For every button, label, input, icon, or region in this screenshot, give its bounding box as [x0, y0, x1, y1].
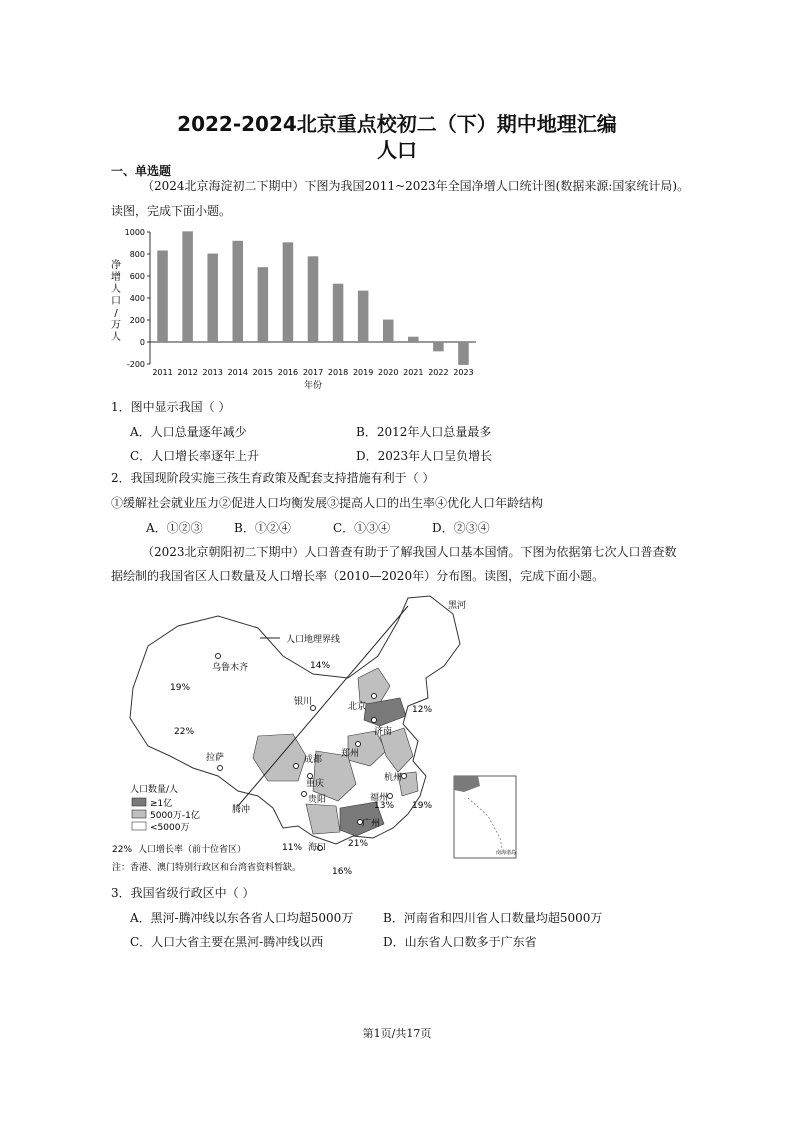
city-marker [308, 774, 313, 779]
net-population-chart [108, 222, 480, 394]
legend-item-3: <5000万 [150, 823, 190, 833]
chart-ylabel-char: 人 [111, 332, 121, 343]
chart-x-tick-label: 2011 [152, 368, 173, 377]
rate-label: 14% [310, 661, 331, 671]
city-lhasa: 拉萨 [206, 753, 225, 763]
rate-label: 12% [412, 705, 433, 715]
q1-option-c[interactable]: C．人口增长率逐年上升 [130, 449, 260, 463]
chart-y-ticks [125, 228, 150, 369]
chart-bar-2021 [408, 337, 419, 342]
legend-rate-label: 人口增长率（前十位省区） [138, 845, 247, 855]
legend-title: 人口数量/人 [130, 785, 179, 795]
city-marker [372, 718, 377, 723]
legend-rate-example: 22% [112, 845, 133, 855]
chart-x-tick-label: 2022 [428, 368, 449, 377]
chart-bars [157, 231, 468, 365]
legend-item-2: 5000万-1亿 [150, 811, 200, 821]
line-legend-label: 人口地理界线 [286, 635, 341, 645]
rate-label: 21% [348, 839, 369, 849]
chart-bar-2011 [157, 250, 168, 342]
chart-bar-2013 [207, 254, 218, 342]
chart-ylabel-char: 口 [111, 296, 121, 307]
city-marker [356, 742, 361, 747]
chart-ylabel-char: 万 [111, 320, 121, 331]
rate-label: 19% [412, 801, 433, 811]
intro-1-line-1: （2024北京海淀初二下期中）下图为我国2011~2023年全国净增人口统计图(数据来源:国家统计局)。 [142, 179, 690, 193]
legend-swatch-dark [132, 798, 146, 806]
chart-y-tick-label: 400 [129, 294, 145, 303]
chart-x-tick-label: 2018 [327, 368, 349, 377]
chart-ylabel-char: 人 [111, 284, 121, 295]
city-tengchong: 腾冲 [232, 805, 251, 815]
q1-option-d[interactable]: D．2023年人口呈负增长 [356, 449, 493, 463]
chart-x-tick-label: 2023 [453, 368, 474, 377]
q2-items: ①缓解社会就业压力②促进人口均衡发展③提高人口的出生率④优化人口年龄结构 [111, 496, 544, 510]
city-haikou: 海口 [308, 843, 327, 853]
q2-option-b[interactable]: B．①②④ [234, 521, 291, 535]
page-subtitle: 人口 [377, 138, 417, 162]
legend-item-1: ≥1亿 [150, 799, 173, 809]
intro-2-line-2: 据绘制的我国省区人口数量及人口增长率（2010—2020年）分布图。读图，完成下面小题。 [111, 569, 605, 583]
chart-bar-2020 [383, 320, 394, 342]
q2-stem: 2．我国现阶段实施三孩生育政策及配套支持措施有利于（ ） [111, 471, 435, 485]
q3-option-b[interactable]: B．河南省和四川省人口数量均超5000万 [383, 911, 603, 925]
city-chongqing: 重庆 [306, 779, 325, 789]
intro-1-line-2: 读图，完成下面小题。 [111, 204, 232, 218]
chart-bar-2018 [333, 284, 344, 342]
china-population-map [108, 586, 528, 882]
chart-x-tick-label: 2013 [202, 368, 223, 377]
chart-y-tick-label: 1000 [124, 228, 145, 237]
city-guiyang: 贵阳 [308, 795, 327, 805]
city-guangzhou: 广州 [362, 819, 381, 829]
q3-option-c[interactable]: C．人口大省主要在黑河-腾冲线以西 [130, 935, 324, 949]
city-marker [218, 766, 223, 771]
chart-y-tick-label: 0 [139, 338, 145, 347]
chart-x-tick-label: 2014 [227, 368, 248, 377]
q1-option-b[interactable]: B．2012年人口总量最多 [356, 425, 492, 439]
q2-option-a[interactable]: A．①②③ [146, 521, 203, 535]
q3-stem: 3．我国省级行政区中（ ） [111, 886, 255, 900]
legend-swatch-light [132, 822, 146, 830]
chart-ylabel-char: 净 [111, 260, 121, 271]
chart-bar-2015 [258, 267, 269, 342]
chart-y-tick-label: 600 [129, 272, 145, 281]
rate-label: 19% [170, 683, 191, 693]
intro-2-line-1: （2023北京朝阳初二下期中）人口普查有助于了解我国人口基本国情。下图为依据第七次人口普查数 [142, 545, 677, 559]
chart-x-tick-label: 2021 [403, 368, 424, 377]
chart-x-tick-label: 2016 [277, 368, 299, 377]
chart-y-tick-label: 200 [129, 316, 145, 325]
page-title: 2022-2024北京重点校初二（下）期中地理汇编 [177, 112, 617, 136]
chart-bar-2019 [358, 291, 369, 342]
chart-x-tick-label: 2019 [352, 368, 374, 377]
city-marker [294, 764, 299, 769]
q2-option-c[interactable]: C．①③④ [333, 521, 391, 535]
chart-bar-2012 [182, 231, 193, 342]
chart-bar-2016 [283, 242, 294, 342]
chart-bar-2014 [233, 241, 244, 342]
rate-label: 22% [174, 727, 195, 737]
city-marker [402, 774, 407, 779]
q2-option-d[interactable]: D．②③④ [432, 521, 490, 535]
city-urumqi: 乌鲁木齐 [212, 663, 249, 673]
rate-label: 11% [282, 843, 303, 853]
chart-bar-2017 [308, 256, 319, 342]
chart-ylabel [111, 258, 121, 343]
chart-x-ticks [152, 368, 473, 377]
chart-y-tick-label: -200 [126, 360, 145, 369]
city-chengdu: 成都 [304, 755, 323, 765]
chart-x-tick-label: 2015 [252, 368, 274, 377]
chart-xlabel: 年份 [303, 381, 323, 391]
legend-swatch-medium [132, 810, 146, 818]
city-marker [216, 654, 221, 659]
q1-stem: 1．图中显示我国（ ） [111, 400, 231, 414]
city-fuzhou: 福州 [370, 793, 389, 803]
city-zhengzhou: 郑州 [341, 749, 360, 759]
section-heading: 一、单选题 [111, 164, 172, 178]
chart-x-tick-label: 2017 [302, 368, 324, 377]
city-heihe: 黑河 [448, 601, 467, 611]
q3-option-d[interactable]: D．山东省人口数多于广东省 [383, 935, 537, 949]
chart-ylabel-char: / [114, 308, 118, 319]
chart-ylabel-char: 增 [111, 272, 121, 283]
rate-label: 13% [374, 801, 395, 811]
chart-y-tick-label: 800 [129, 250, 145, 259]
city-yinchuan: 银川 [294, 697, 313, 707]
china-outline [130, 596, 460, 844]
city-marker [388, 794, 393, 799]
inset-label: 南海诸岛 [496, 850, 517, 856]
city-hangzhou: 杭州 [384, 773, 403, 783]
city-marker [372, 694, 377, 699]
map-note: 注：香港、澳门特别行政区和台湾省资料暂缺。 [112, 863, 302, 873]
city-marker [302, 792, 307, 797]
chart-bar-2022 [433, 342, 444, 351]
rate-label: 16% [332, 867, 353, 877]
page-footer: 第1页/共17页 [362, 1027, 432, 1040]
q3-option-a[interactable]: A．黑河-腾冲线以东各省人口均超5000万 [130, 911, 354, 925]
chart-bar-2023 [458, 342, 469, 365]
chart-x-tick-label: 2020 [378, 368, 399, 377]
chart-x-tick-label: 2012 [177, 368, 198, 377]
city-jinan: 济南 [374, 727, 393, 737]
city-beijing: 北京 [348, 702, 367, 712]
q1-option-a[interactable]: A．人口总量逐年减少 [130, 425, 247, 439]
